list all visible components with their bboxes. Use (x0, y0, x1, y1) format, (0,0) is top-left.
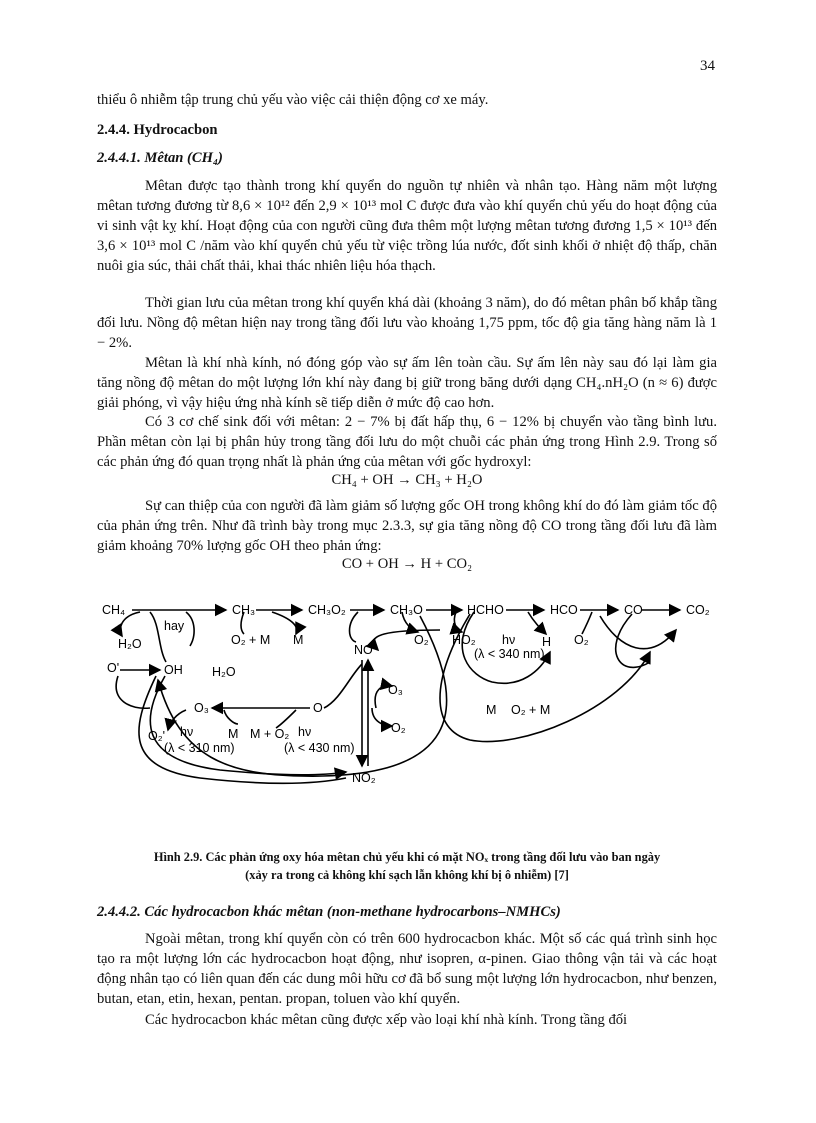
label-lambda-310: (λ < 310 nm) (164, 741, 235, 755)
label-lambda-430: (λ < 430 nm) (284, 741, 355, 755)
section-heading: 2.4.4. Hydrocacbon (97, 122, 218, 138)
label-o3-side: O₃ (388, 683, 403, 697)
curve-oh-no2-b (139, 676, 346, 783)
species-ch3: CH₃ (232, 603, 256, 617)
paragraph-3: Mêtan là khí nhà kính, nó đóng góp vào sự ấm lên toàn cầu. Sự ấm lên này sau đó lại làm gia tăng nồng độ mêtan do một lượng lớn khí này đang bị giữ trong băng dưới dạng CH₄.nH₂O (n ≈ 6) được giải phóng, vì vậy hiệu ứng nhà kính sẽ tiếp diễn ở mức độ cao hơn. (97, 355, 717, 411)
methane-oxidation-diagram (0, 590, 816, 800)
label-o2-m: O₂ + M (231, 633, 271, 647)
label-hv-2: hν (180, 725, 194, 739)
species-o3: O₃ (194, 701, 209, 715)
label-hv-1: hν (502, 633, 516, 647)
species-ch3o2: CH₃O₂ (308, 603, 346, 617)
paragraph-5: Sự can thiệp của con người đã làm giảm số lượng gốc OH trong không khí do đó làm giảm tốc độ của phản ứng trên. Như đã trình bày trong mục 2.3.3, sự gia tăng nồng độ CO trong tầng đối lưu đã làm giảm khoảng 70% lượng gốc OH theo phản ứng: (97, 498, 717, 554)
paragraph-1: Mêtan được tạo thành trong khí quyển do nguồn tự nhiên và nhân tạo. Hàng năm một lượng mêtan tương đương từ 8,6 × 10¹² đến 2,9 × 10¹³ mol C được đưa vào khí quyển chủ yếu do hoạt động của vi sinh vật kỵ khí. Hoạt động của con người cũng đưa thêm một lượng mêtan tương đương 1,5 × 10¹³ đến 3,6 × 10¹³ mol C /năm vào khí quyển chủ yếu từ việc trồng lúa nước, đốt sinh khối ở nhiệt độ thấp, chăn nuôi gia súc, thải chất thải, khai thác nhiên liệu hóa thạch. (97, 178, 717, 274)
label-m-1: M (293, 633, 304, 647)
label-hv-3: hν (298, 725, 312, 739)
species-ch3o: CH₃O (390, 603, 423, 617)
paragraph-2: Thời gian lưu của mêtan trong khí quyển khá dài (khoảng 3 năm), do đó mêtan phân bố khắp tầng đối lưu. Nồng độ mêtan hiện nay trong tầng đối lưu vào khoảng 1,75 ppm, tốc độ gia tăng hàng năm là 1 − 2%. (97, 295, 717, 351)
loop-o2-side (372, 708, 392, 726)
subsection-heading-methane: 2.4.4.1. Mêtan (CH₄) (97, 150, 223, 166)
loop-hay (186, 612, 194, 646)
top-line: thiểu ô nhiễm tập trung chủ yếu vào việc cải thiện động cơ xe máy. (97, 92, 489, 108)
species-co: CO (624, 603, 643, 617)
species-no2: NO₂ (352, 771, 376, 785)
label-m-o2: M + O₂ (250, 727, 290, 741)
label-m-2: M (486, 703, 497, 717)
label-h2o-1: H₂O (118, 637, 142, 651)
label-lambda-340: (λ < 340 nm) (474, 647, 545, 661)
label-m-3: M (228, 727, 239, 741)
label-o2-side: O₂ (391, 721, 406, 735)
loop-no-in (350, 612, 359, 642)
curve-o2-loop (600, 616, 676, 649)
loop-o2-hco (582, 612, 592, 634)
loop-m (272, 612, 297, 634)
label-o2-prime: O₂' (148, 729, 165, 743)
species-ch4: CH₄ (102, 603, 126, 617)
equation-2: CO + OH → H + CO₂ (341, 556, 473, 572)
label-h: H (542, 635, 552, 649)
loop-m-under (224, 710, 238, 724)
label-o-prime: O' (107, 661, 120, 675)
paragraph-6: Ngoài mêtan, trong khí quyển còn có trên 600 hydrocacbon khác. Một số các quá trình sinh học tạo ra một lượng lớn các hydrocacbon hoạt động, như isopren, α-pinen. Giao thông vận tải và các hoạt động nhân tạo có liên quan đến các dung môi hữu cơ đã bổ sung một lượng lớn hydrocacbon, như benzen, butan, etan, etin, hexan, pentan. propan, toluen vào khí quyển. (97, 931, 717, 1007)
equation-1: CH₄ + OH → CH₃ + H₂O (331, 472, 483, 488)
figure-caption-line-2: (xảy ra trong cả không khí sạch lẫn không khí bị ô nhiễm) [7] (245, 868, 569, 882)
curve-ho2-no (373, 630, 440, 650)
label-o2-m-2: O₂ + M (511, 703, 551, 717)
species-hco: HCO (550, 603, 578, 617)
label-h2o-2: H₂O (212, 665, 236, 679)
paragraph-7: Các hydrocacbon khác mêtan cũng được xếp vào loại khí nhà kính. Trong tầng đối (145, 1012, 628, 1028)
label-o2-a: O₂ (414, 633, 429, 647)
label-ho2: HO₂ (452, 633, 476, 647)
figure-caption-line-1: Hình 2.9. Các phản ứng oxy hóa mêtan chủ yếu khi có mặt NOₓ trong tầng đối lưu vào ban ngày (153, 850, 661, 864)
page-number: 34 (700, 58, 715, 74)
species-oh: OH (164, 663, 183, 677)
species-hcho: HCHO (467, 603, 504, 617)
paragraph-4: Có 3 cơ chế sink đối với mêtan: 2 − 7% bị đất hấp thụ, 6 − 12% bị chuyển vào tầng bình lưu. Phần mêtan còn lại bị phân hủy trong tầng đối lưu do một chuỗi các phản ứng trong Hình 2.9. Trong số các phản ứng đó quan trọng nhất là phản ứng của mêtan với gốc hydroxyl: (97, 414, 717, 470)
subsection-heading-nmhc: 2.4.4.2. Các hydrocacbon khác mêtan (non-methane hydrocarbons–NMHCs) (97, 904, 561, 920)
species-co2: CO₂ (686, 603, 710, 617)
species-o: O (313, 701, 323, 715)
loop-h-hco (528, 612, 546, 634)
loop-o-hv (276, 710, 296, 728)
label-hay: hay (164, 619, 185, 633)
species-no: NO (354, 643, 373, 657)
label-o2-b: O₂ (574, 633, 589, 647)
loop-o-no (324, 664, 362, 708)
